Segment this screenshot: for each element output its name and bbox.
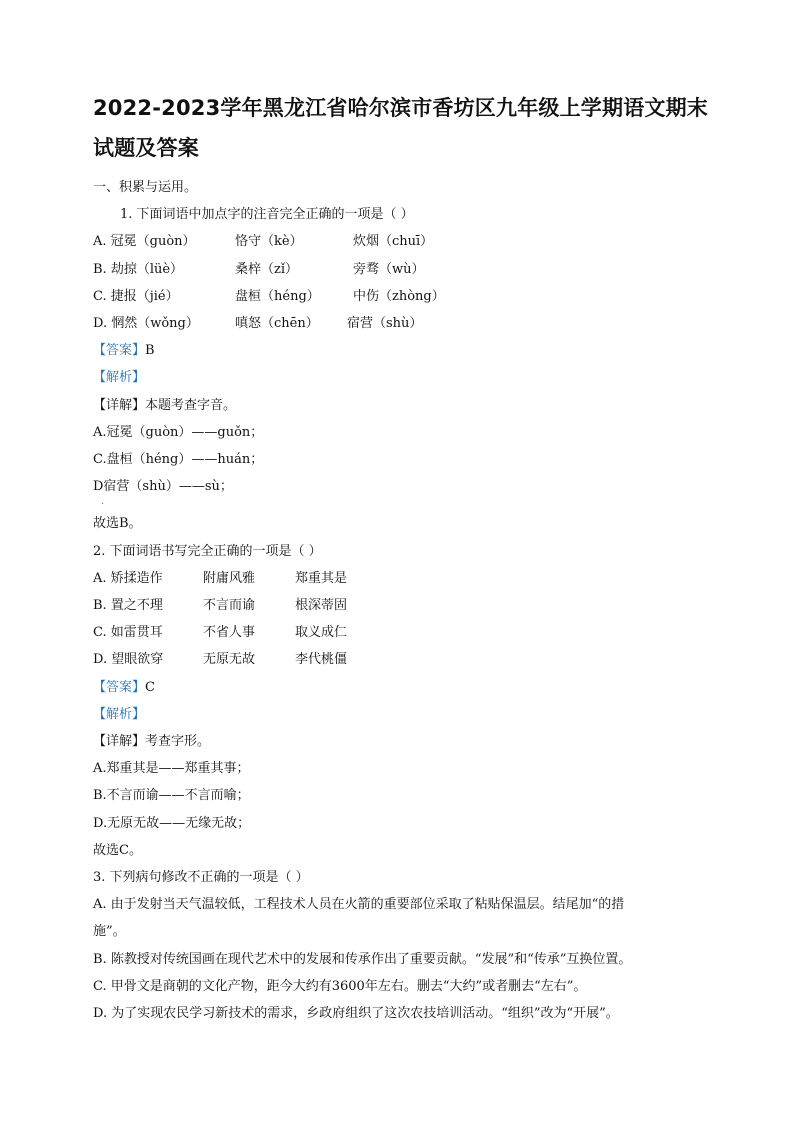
- option-cell: 取义成仁: [295, 625, 348, 641]
- option-cell: 附庸风雅: [203, 570, 256, 586]
- question-1-note-2: C.盘桓（héng）——huán；: [93, 452, 264, 468]
- option-cell: 宿营（shù）: [347, 316, 423, 332]
- question-2-option-b: [93, 592, 704, 619]
- option-cell: D. 望眼欲穿: [93, 652, 164, 668]
- option-cell: 炊烟（chuī）: [353, 234, 434, 250]
- stray-mark: ·: [101, 499, 105, 511]
- question-2-note-2: B.不言而谕——不言而喻；: [93, 788, 250, 804]
- question-1-conclusion: 故选B。: [93, 516, 142, 532]
- option-cell: 桑梓（zǐ）: [235, 261, 299, 277]
- option-cell: C. 捷报（jié）: [93, 288, 179, 304]
- question-3-line-d: D. 为了实现农民学习新技术的需求，乡政府组织了这次农技培训活动。“组织”改为“开展”。: [93, 1006, 619, 1022]
- question-2-answer: [93, 674, 704, 701]
- answer-value: B: [145, 343, 155, 359]
- option-cell: 李代桃僵: [295, 652, 348, 668]
- question-3-line-b: B. 陈教授对传统国画在现代艺术中的发展和传承作出了重要贡献。“发展”和“传承”互换位置。: [93, 951, 632, 967]
- question-1-note-1: A.冠冕（guòn）——guǒn；: [93, 424, 264, 440]
- option-cell: C. 如雷贯耳: [93, 625, 163, 641]
- question-1-option-c: [93, 283, 704, 310]
- option-cell: A. 矫揉造作: [93, 570, 163, 586]
- detail-tag: 【详解】: [93, 397, 146, 413]
- question-1-option-d: [93, 310, 704, 337]
- question-2-option-d: [93, 646, 704, 673]
- answer-tag: 【答案】: [93, 679, 146, 695]
- question-2-option-a: [93, 565, 704, 592]
- question-3-line-a: A. 由于发射当天气温较低，工程技术人员在火箭的重要部位采取了粘贴保温层。结尾加“的措: [93, 897, 625, 913]
- option-cell: 旁骛（wù）: [353, 261, 425, 277]
- question-1-analysis-tag: [93, 364, 704, 391]
- question-2-note-3: D.无原无故——无缘无故；: [93, 815, 251, 831]
- question-1-detail: [93, 392, 704, 419]
- analysis-tag: 【解析】: [93, 370, 146, 386]
- question-2-option-c: [93, 619, 704, 646]
- question-1-option-b: [93, 256, 704, 283]
- option-cell: 嗔怒（chēn）: [235, 316, 319, 332]
- answer-tag: 【答案】: [93, 343, 146, 359]
- option-cell: A. 冠冕（guòn）: [93, 234, 196, 250]
- detail-text: 本题考查字音。: [145, 397, 237, 413]
- option-cell: 中伤（zhòng）: [353, 288, 445, 304]
- option-cell: B. 置之不理: [93, 598, 163, 614]
- option-cell: D. 惘然（wǒng）: [93, 316, 199, 332]
- question-1-answer: [93, 337, 704, 364]
- question-3-line-c: C. 甲骨文是商朝的文化产物，距今大约有3600年左右。删去“大约”或者删去“左右”。: [93, 978, 587, 994]
- question-2-note-1: A.郑重其是——郑重其事；: [93, 761, 250, 777]
- detail-text: 考查字形。: [145, 734, 211, 750]
- question-1-option-a: [93, 228, 704, 255]
- question-2-stem: 2. 下面词语书写完全正确的一项是（ ）: [93, 543, 322, 559]
- title-line-2: 试题及答案: [93, 136, 199, 160]
- option-cell: 根深蒂固: [295, 598, 348, 614]
- option-cell: 无原无故: [203, 652, 256, 668]
- answer-value: C: [145, 679, 155, 695]
- title-line-1: 2022-2023学年黑龙江省哈尔滨市香坊区九年级上学期语文期末: [93, 96, 709, 120]
- question-1-stem: 1. 下面词语中加点字的注音完全正确的一项是（ ）: [120, 207, 414, 223]
- option-cell: 盘桓（héng）: [235, 288, 320, 304]
- option-cell: 不省人事: [203, 625, 256, 641]
- question-2-detail: [93, 728, 704, 755]
- option-cell: B. 劫掠（lüè）: [93, 261, 184, 277]
- question-1-note-3: D宿营（shù）——sù；: [93, 479, 233, 495]
- section-heading: 一、积累与运用。: [93, 180, 198, 195]
- question-2-analysis-tag: [93, 701, 704, 728]
- question-2-conclusion: 故选C。: [93, 842, 142, 858]
- detail-tag: 【详解】: [93, 734, 146, 750]
- question-3-line-a-cont: 施”。: [93, 924, 126, 940]
- option-cell: 不言而谕: [203, 598, 256, 614]
- option-cell: 恪守（kè）: [235, 234, 303, 250]
- document-title: [93, 88, 709, 168]
- analysis-tag: 【解析】: [93, 706, 146, 722]
- option-cell: 郑重其是: [295, 570, 348, 586]
- question-3-stem: 3. 下列病句修改不正确的一项是（ ）: [93, 870, 309, 886]
